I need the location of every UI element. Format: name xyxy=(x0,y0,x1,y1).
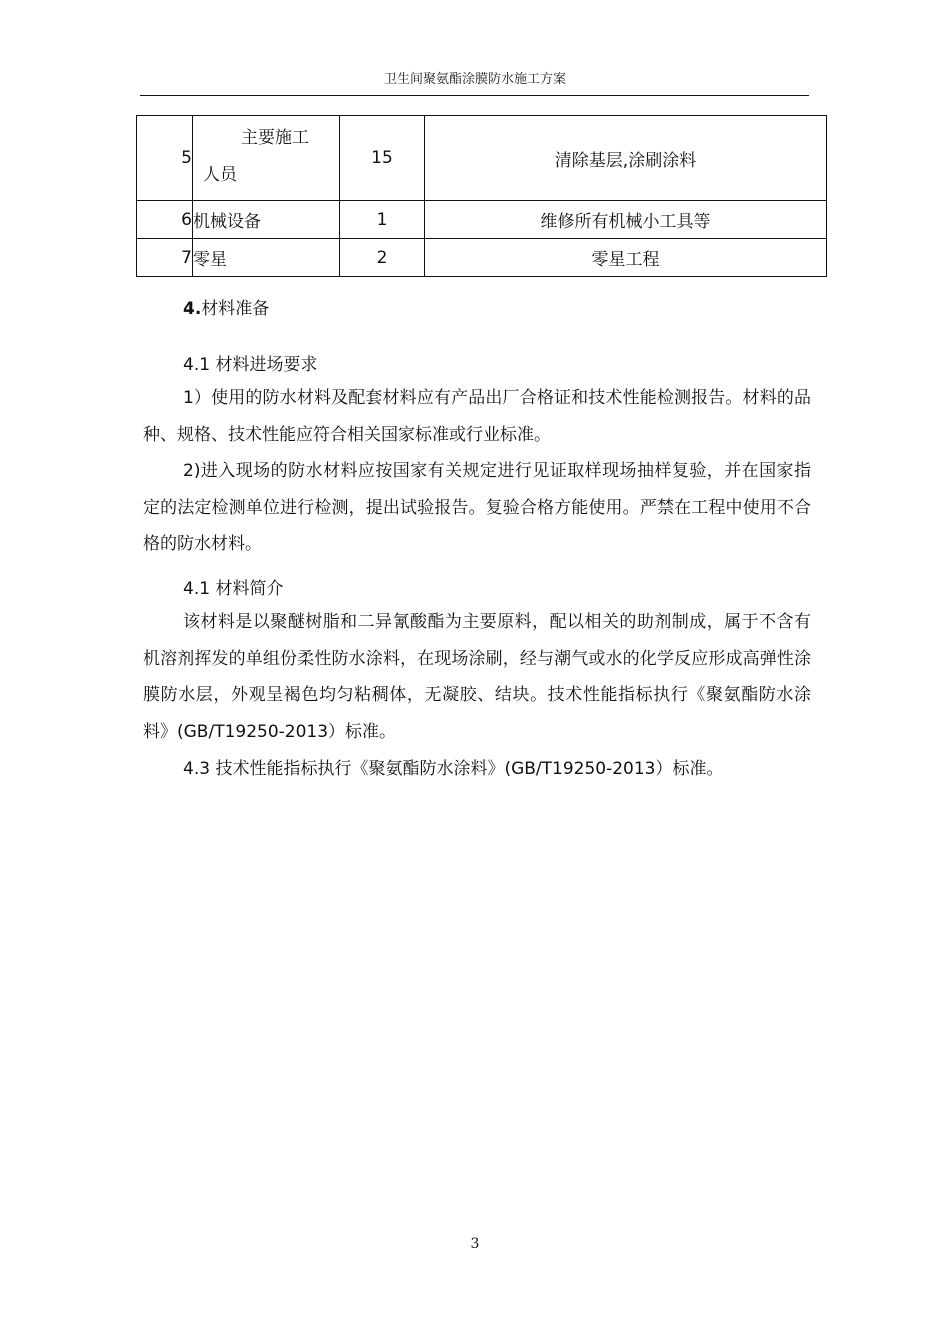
table-row xyxy=(137,239,827,277)
table-row xyxy=(137,116,827,201)
header-rule xyxy=(140,95,809,96)
section-heading xyxy=(183,294,269,319)
paragraph-4: 4.3 技术性能指标执行《聚氨酯防水涂料》(GB/T19250-2013）标准。 xyxy=(183,759,724,779)
cell-no: 5 xyxy=(137,116,193,201)
cell-count: 15 xyxy=(340,116,425,201)
cell-item xyxy=(193,116,340,201)
cell-item: 机械设备 xyxy=(193,201,340,239)
cell-task: 零星工程 xyxy=(425,239,827,277)
page-header-title: 卫生间聚氨酯涂膜防水施工方案 xyxy=(383,72,566,87)
cell-task: 清除基层,涂刷涂料 xyxy=(425,116,827,201)
subsection-title-material-entry: 4.1 材料进场要求 xyxy=(183,355,318,375)
cell-item-line2: 人员 xyxy=(203,165,237,185)
section-heading-number: 4. xyxy=(183,299,202,319)
cell-count: 1 xyxy=(340,201,425,239)
section-heading-text: 材料准备 xyxy=(201,299,270,319)
subsection-title-material-intro: 4.1 材料简介 xyxy=(183,579,284,599)
cell-count: 2 xyxy=(340,239,425,277)
paragraph-3: 该材料是以聚醚树脂和二异氰酸酯为主要原料，配以相关的助剂制成，属于不含有机溶剂挥发的单组份柔性防水涂料，在现场涂刷，经与潮气或水的化学反应形成高弹性涂膜防水层，外观呈褐色均匀粘稠体，无凝胶、结块。技术性能指标执行《聚氨酯防水涂料》(GB/T19250-2013）标准。 xyxy=(143,612,811,742)
table-row xyxy=(137,201,827,239)
page-number: 3 xyxy=(470,1236,480,1252)
cell-no: 7 xyxy=(137,239,193,277)
cell-no: 6 xyxy=(137,201,193,239)
paragraph-1: 1）使用的防水材料及配套材料应有产品出厂合格证和技术性能检测报告。材料的品种、规格、技术性能应符合相关国家标准或行业标准。 xyxy=(143,388,811,445)
cell-item-line1: 主要施工 xyxy=(241,128,309,148)
cell-item: 零星 xyxy=(193,239,340,277)
cell-task: 维修所有机械小工具等 xyxy=(425,201,827,239)
paragraph-2: 2)进入现场的防水材料应按国家有关规定进行见证取样现场抽样复验，并在国家指定的法定检测单位进行检测，提出试验报告。复验合格方能使用。严禁在工程中使用不合格的防水材料。 xyxy=(143,461,811,554)
staff-table xyxy=(136,115,827,277)
